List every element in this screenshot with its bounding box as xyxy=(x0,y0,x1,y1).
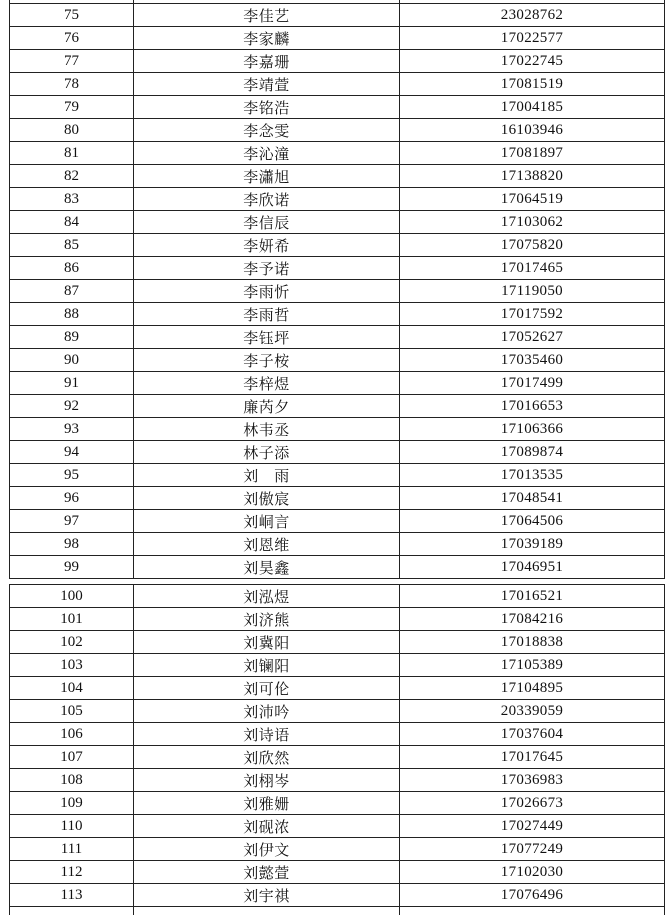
row-number-cell: 106 xyxy=(10,723,134,746)
student-name-cell: 李子桉 xyxy=(134,349,400,372)
row-number-cell: 75 xyxy=(10,4,134,27)
student-name-cell: 李铭浩 xyxy=(134,96,400,119)
row-number-cell: 100 xyxy=(10,585,134,608)
row-number-cell: 111 xyxy=(10,838,134,861)
student-id-cell: 17022577 xyxy=(400,27,665,50)
student-name-cell: 刘欣然 xyxy=(134,746,400,769)
student-name-cell: 李信辰 xyxy=(134,211,400,234)
student-name-cell: 刘可伦 xyxy=(134,677,400,700)
row-number-cell: 77 xyxy=(10,50,134,73)
table-row xyxy=(10,96,665,119)
row-number-cell: 103 xyxy=(10,654,134,677)
student-id-cell: 17084216 xyxy=(400,608,665,631)
student-id-cell: 17075820 xyxy=(400,234,665,257)
row-number-cell: 85 xyxy=(10,234,134,257)
table-row xyxy=(10,372,665,395)
table-row xyxy=(10,585,665,608)
table-row xyxy=(10,418,665,441)
row-number-cell: 104 xyxy=(10,677,134,700)
student-name-cell: 刘宇祺 xyxy=(134,884,400,907)
student-id-cell: 17017499 xyxy=(400,372,665,395)
student-name-cell: 李沁潼 xyxy=(134,142,400,165)
student-id-cell: 17105389 xyxy=(400,654,665,677)
clipped-cell xyxy=(400,907,665,916)
table-row xyxy=(10,792,665,815)
student-name-cell: 刘懿萱 xyxy=(134,861,400,884)
student-id-cell: 17022745 xyxy=(400,50,665,73)
student-name-cell: 刘雅姗 xyxy=(134,792,400,815)
student-name-cell: 刘恩维 xyxy=(134,533,400,556)
table-row xyxy=(10,677,665,700)
row-number-cell: 89 xyxy=(10,326,134,349)
table-row xyxy=(10,257,665,280)
table-row xyxy=(10,119,665,142)
row-number-cell: 83 xyxy=(10,188,134,211)
student-name-cell: 刘傲宸 xyxy=(134,487,400,510)
student-name-cell: 刘镧阳 xyxy=(134,654,400,677)
student-id-cell: 17064519 xyxy=(400,188,665,211)
row-number-cell: 81 xyxy=(10,142,134,165)
row-number-cell: 82 xyxy=(10,165,134,188)
table-row xyxy=(10,27,665,50)
student-id-cell: 17017465 xyxy=(400,257,665,280)
table-row xyxy=(10,234,665,257)
table-row xyxy=(10,700,665,723)
student-id-cell: 17119050 xyxy=(400,280,665,303)
student-id-cell: 17027449 xyxy=(400,815,665,838)
roster-table-upper-body xyxy=(10,0,665,579)
student-id-cell: 17036983 xyxy=(400,769,665,792)
table-row xyxy=(10,349,665,372)
row-number-cell: 95 xyxy=(10,464,134,487)
student-name-cell: 刘 雨 xyxy=(134,464,400,487)
table-row xyxy=(10,73,665,96)
student-name-cell: 李梓煜 xyxy=(134,372,400,395)
table-row xyxy=(10,188,665,211)
row-number-cell: 91 xyxy=(10,372,134,395)
student-name-cell: 刘栩岑 xyxy=(134,769,400,792)
student-id-cell: 17077249 xyxy=(400,838,665,861)
student-name-cell: 刘济熊 xyxy=(134,608,400,631)
student-name-cell: 刘砚浓 xyxy=(134,815,400,838)
student-name-cell: 刘峒言 xyxy=(134,510,400,533)
student-name-cell: 刘伊文 xyxy=(134,838,400,861)
student-name-cell: 李予诺 xyxy=(134,257,400,280)
row-number-cell: 108 xyxy=(10,769,134,792)
table-row xyxy=(10,884,665,907)
student-name-cell: 李靖萱 xyxy=(134,73,400,96)
student-name-cell: 刘沛吟 xyxy=(134,700,400,723)
row-number-cell: 90 xyxy=(10,349,134,372)
student-id-cell: 17016653 xyxy=(400,395,665,418)
student-name-cell: 刘泓煜 xyxy=(134,585,400,608)
table-row xyxy=(10,395,665,418)
row-number-cell: 105 xyxy=(10,700,134,723)
student-id-cell: 23028762 xyxy=(400,4,665,27)
student-id-cell: 17076496 xyxy=(400,884,665,907)
row-number-cell: 87 xyxy=(10,280,134,303)
table-row xyxy=(10,815,665,838)
student-id-cell: 17106366 xyxy=(400,418,665,441)
table-row xyxy=(10,165,665,188)
student-name-cell: 李妍希 xyxy=(134,234,400,257)
row-number-cell: 109 xyxy=(10,792,134,815)
table-row xyxy=(10,510,665,533)
student-id-cell: 17048541 xyxy=(400,487,665,510)
student-id-cell: 17016521 xyxy=(400,585,665,608)
row-number-cell: 80 xyxy=(10,119,134,142)
student-id-cell: 17138820 xyxy=(400,165,665,188)
student-name-cell: 李嘉珊 xyxy=(134,50,400,73)
table-row xyxy=(10,861,665,884)
roster-table-lower-body xyxy=(10,585,665,916)
student-id-cell: 17081519 xyxy=(400,73,665,96)
student-name-cell: 刘冀阳 xyxy=(134,631,400,654)
student-name-cell: 林韦丞 xyxy=(134,418,400,441)
student-id-cell: 16103946 xyxy=(400,119,665,142)
table-row xyxy=(10,838,665,861)
student-id-cell: 17013535 xyxy=(400,464,665,487)
row-number-cell: 113 xyxy=(10,884,134,907)
table-row xyxy=(10,4,665,27)
student-id-cell: 17103062 xyxy=(400,211,665,234)
row-number-cell: 112 xyxy=(10,861,134,884)
student-name-cell: 李家麟 xyxy=(134,27,400,50)
table-row xyxy=(10,746,665,769)
student-id-cell: 17102030 xyxy=(400,861,665,884)
table-row xyxy=(10,326,665,349)
table-row xyxy=(10,142,665,165)
row-number-cell: 107 xyxy=(10,746,134,769)
row-number-cell: 110 xyxy=(10,815,134,838)
row-number-cell: 99 xyxy=(10,556,134,579)
student-id-cell: 17081897 xyxy=(400,142,665,165)
roster-table-upper xyxy=(9,0,665,579)
student-name-cell: 刘昊鑫 xyxy=(134,556,400,579)
table-row-clipped xyxy=(10,907,665,916)
student-id-cell: 17037604 xyxy=(400,723,665,746)
table-row xyxy=(10,769,665,792)
clipped-cell xyxy=(134,907,400,916)
roster-table-lower xyxy=(9,584,665,915)
row-number-cell: 86 xyxy=(10,257,134,280)
row-number-cell: 84 xyxy=(10,211,134,234)
row-number-cell: 79 xyxy=(10,96,134,119)
clipped-cell xyxy=(10,907,134,916)
row-number-cell: 101 xyxy=(10,608,134,631)
row-number-cell: 88 xyxy=(10,303,134,326)
student-id-cell: 17064506 xyxy=(400,510,665,533)
row-number-cell: 97 xyxy=(10,510,134,533)
student-id-cell: 17018838 xyxy=(400,631,665,654)
student-id-cell: 17039189 xyxy=(400,533,665,556)
student-id-cell: 17026673 xyxy=(400,792,665,815)
student-name-cell: 刘诗语 xyxy=(134,723,400,746)
student-name-cell: 李雨忻 xyxy=(134,280,400,303)
student-name-cell: 李欣诺 xyxy=(134,188,400,211)
row-number-cell: 78 xyxy=(10,73,134,96)
table-row xyxy=(10,464,665,487)
row-number-cell: 102 xyxy=(10,631,134,654)
table-row xyxy=(10,556,665,579)
student-id-cell: 17017645 xyxy=(400,746,665,769)
row-number-cell: 92 xyxy=(10,395,134,418)
table-row xyxy=(10,654,665,677)
row-number-cell: 96 xyxy=(10,487,134,510)
student-name-cell: 李钰坪 xyxy=(134,326,400,349)
row-number-cell: 93 xyxy=(10,418,134,441)
row-number-cell: 76 xyxy=(10,27,134,50)
student-name-cell: 林子添 xyxy=(134,441,400,464)
table-row xyxy=(10,280,665,303)
student-id-cell: 17046951 xyxy=(400,556,665,579)
student-name-cell: 李念雯 xyxy=(134,119,400,142)
student-id-cell: 17017592 xyxy=(400,303,665,326)
student-name-cell: 廉芮夕 xyxy=(134,395,400,418)
table-row xyxy=(10,608,665,631)
table-row xyxy=(10,533,665,556)
student-name-cell: 李瀟旭 xyxy=(134,165,400,188)
table-row xyxy=(10,631,665,654)
table-row xyxy=(10,441,665,464)
table-row xyxy=(10,211,665,234)
student-id-cell: 17052627 xyxy=(400,326,665,349)
table-row xyxy=(10,50,665,73)
table-row xyxy=(10,487,665,510)
student-id-cell: 17035460 xyxy=(400,349,665,372)
table-row xyxy=(10,303,665,326)
student-name-cell: 李佳艺 xyxy=(134,4,400,27)
student-id-cell: 17004185 xyxy=(400,96,665,119)
student-id-cell: 17089874 xyxy=(400,441,665,464)
table-row xyxy=(10,723,665,746)
row-number-cell: 98 xyxy=(10,533,134,556)
student-name-cell: 李雨哲 xyxy=(134,303,400,326)
row-number-cell: 94 xyxy=(10,441,134,464)
student-id-cell: 20339059 xyxy=(400,700,665,723)
student-id-cell: 17104895 xyxy=(400,677,665,700)
